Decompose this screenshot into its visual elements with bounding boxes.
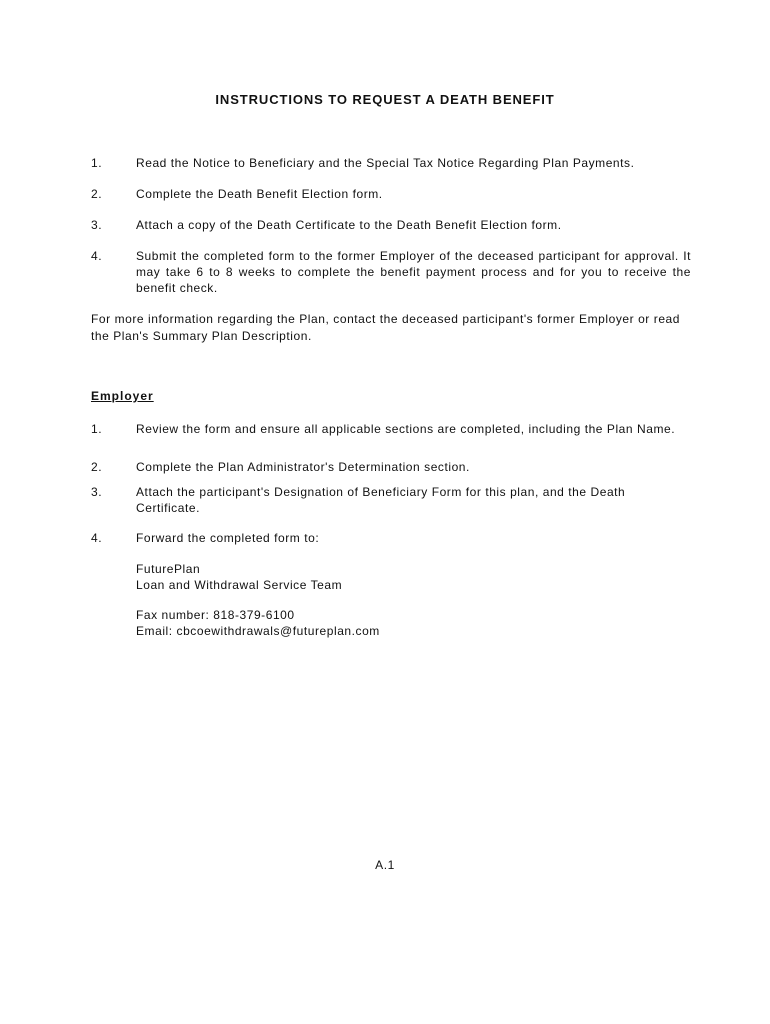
step-text: Complete the Plan Administrator's Determination section. xyxy=(136,460,470,474)
step-number: 1. xyxy=(91,156,103,170)
step-number: 3. xyxy=(91,485,103,499)
step-number: 2. xyxy=(91,460,103,474)
step-text: Read the Notice to Beneficiary and the Special Tax Notice Regarding Plan Payments. xyxy=(136,156,635,170)
list-item xyxy=(91,484,691,516)
step-number: 4. xyxy=(91,531,103,545)
list-item xyxy=(91,459,691,475)
recipient-contact xyxy=(136,607,636,639)
list-item xyxy=(91,530,691,546)
list-item xyxy=(91,217,691,233)
list-item xyxy=(91,186,691,202)
recipient-team: Loan and Withdrawal Service Team xyxy=(136,578,343,592)
page-number: A.1 xyxy=(375,858,395,872)
recipient-name: FuturePlan xyxy=(136,562,201,576)
step-number: 4. xyxy=(91,249,103,263)
step-number: 1. xyxy=(91,422,103,436)
document-title: INSTRUCTIONS TO REQUEST A DEATH BENEFIT xyxy=(215,92,555,107)
step-number: 3. xyxy=(91,218,103,232)
step-text: Attach the participant's Designation of Beneficiary Form for this plan, and the Death Certificate. xyxy=(136,485,626,515)
step-text: Submit the completed form to the former Employer of the deceased participant for approval. It may take 6 to 8 weeks to complete the benefit payment process and for you to receive the benefit check. xyxy=(136,249,691,295)
email-address: Email: cbcoewithdrawals@futureplan.com xyxy=(136,624,380,638)
step-text: Review the form and ensure all applicable sections are completed, including the Plan Name. xyxy=(136,422,676,436)
list-item xyxy=(91,248,691,296)
step-text: Complete the Death Benefit Election form. xyxy=(136,187,383,201)
list-item xyxy=(91,155,691,171)
fax-number: Fax number: 818-379-6100 xyxy=(136,608,295,622)
more-info-paragraph: For more information regarding the Plan, contact the deceased participant's former Employer or read the Plan's Summary Plan Description. xyxy=(91,312,680,343)
step-number: 2. xyxy=(91,187,103,201)
employer-heading: Employer xyxy=(91,389,154,403)
recipient-address xyxy=(136,561,636,593)
step-text: Attach a copy of the Death Certificate to the Death Benefit Election form. xyxy=(136,218,562,232)
step-text: Forward the completed form to: xyxy=(136,531,320,545)
list-item xyxy=(91,421,691,437)
